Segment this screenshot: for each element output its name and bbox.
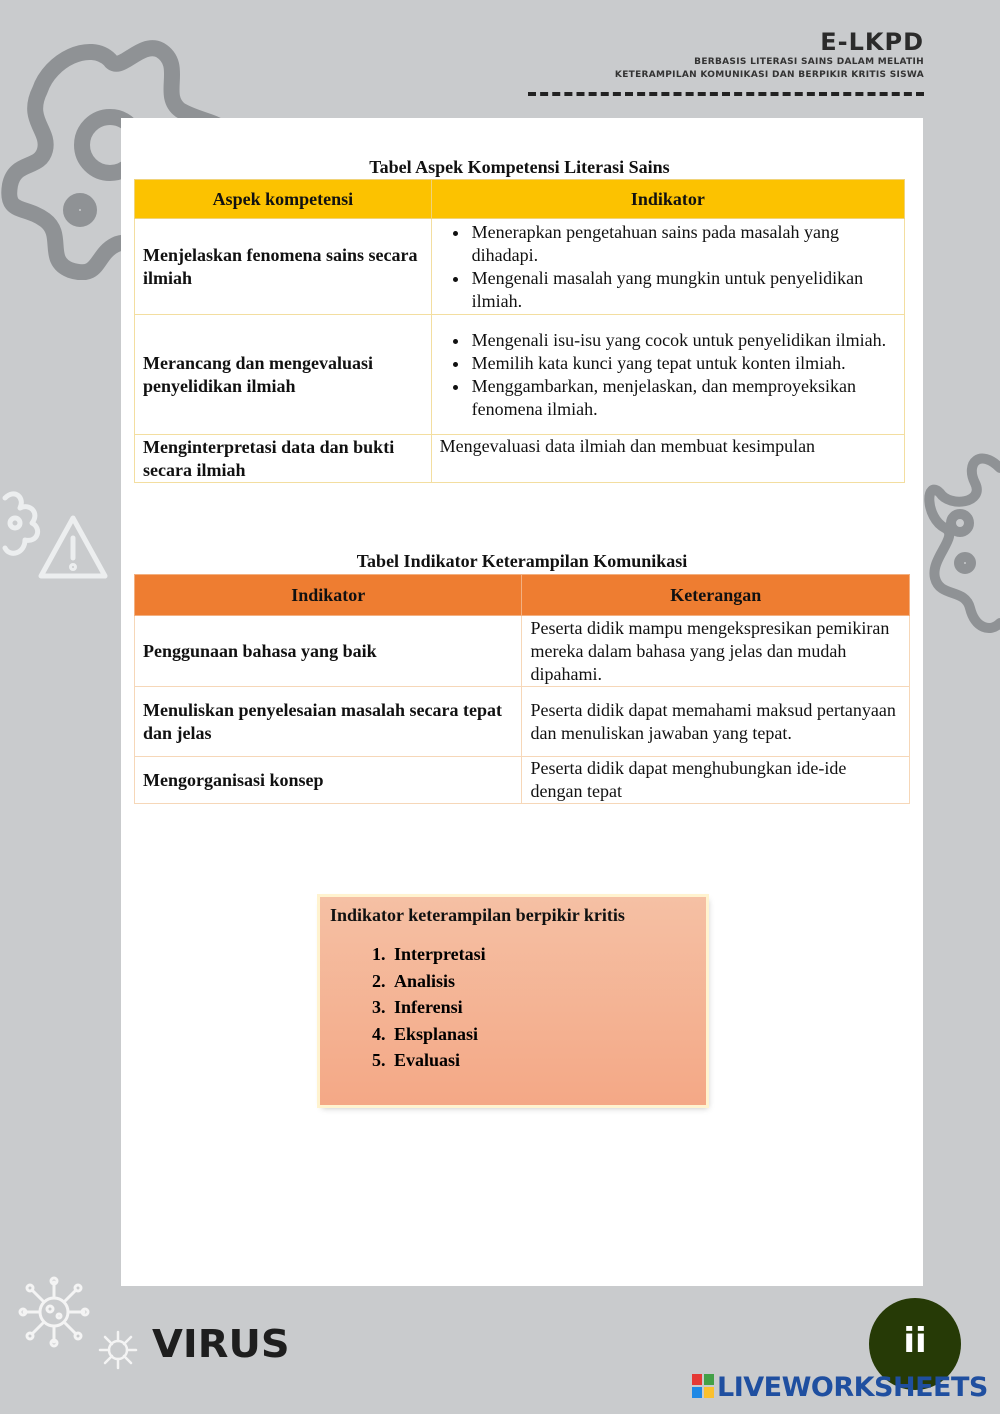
komunikasi-table	[134, 574, 910, 804]
table-row	[135, 757, 910, 804]
table-header-cell: Keterangan	[522, 575, 910, 616]
list-item: 5. Evaluasi	[390, 1047, 486, 1074]
table1-caption: Tabel Aspek Kompetensi Literasi Sains	[369, 157, 670, 177]
brand-title: E-LKPD	[820, 28, 924, 56]
literasi-sains-table	[134, 179, 905, 483]
indicator-cell	[431, 315, 904, 435]
table-header-row	[135, 180, 905, 219]
document-header	[615, 28, 924, 82]
list-item: • Menerapkan pengetahuan sains pada masalah yang dihadapi.	[470, 221, 896, 267]
table-row	[135, 219, 905, 315]
table-header-row	[135, 575, 910, 616]
liveworksheets-watermark[interactable]	[692, 1372, 988, 1403]
header-subtitle-2: KETERAMPILAN KOMUNIKASI DAN BERPIKIR KRITIS SISWA	[614, 70, 924, 80]
table-row	[135, 687, 910, 757]
table-header-cell: Aspek kompetensi	[135, 180, 432, 219]
list-item: 4. Eksplanasi	[390, 1021, 486, 1048]
table-row	[135, 616, 910, 687]
table-header-cell: Indikator	[431, 180, 904, 219]
table2-caption: Tabel Indikator Keterampilan Komunikasi	[356, 551, 688, 571]
table-row	[135, 435, 905, 483]
virus-label: VIRUS	[152, 1322, 290, 1366]
list-item: • Menggambarkan, menjelaskan, dan memproyeksikan fenomena ilmiah.	[470, 375, 896, 421]
indicator-cell: Menuliskan penyelesaian masalah secara tepat dan jelas	[135, 687, 522, 757]
virus-decoration-right-icon	[920, 448, 1000, 638]
list-item: • Mengenali masalah yang mungkin untuk penyelidikan ilmiah.	[470, 267, 896, 313]
watermark-text: LIVEWORKSHEETS	[717, 1372, 988, 1403]
indicator-cell: Mengevaluasi data ilmiah dan membuat kesimpulan	[431, 435, 904, 483]
description-cell: Peserta didik dapat menghubungkan ide-ide dengan tepat	[522, 757, 910, 804]
header-subtitle-1: BERBASIS LITERASI SAINS DALAM MELATIH	[694, 57, 924, 67]
page-number-badge[interactable]: ii	[869, 1298, 961, 1390]
aspect-cell: Merancang dan mengevaluasi penyelidikan ilmiah	[135, 315, 432, 435]
list-item: • Mengenali isu-isu yang cocok untuk penyelidikan ilmiah.	[470, 329, 896, 352]
liveworksheets-logo-icon	[692, 1374, 714, 1398]
table-row	[135, 315, 905, 435]
list-item: 2. Analisis	[390, 968, 486, 995]
virus-small-icon-2	[96, 1328, 140, 1372]
indicator-cell: Penggunaan bahasa yang baik	[135, 616, 522, 687]
critical-thinking-list	[360, 941, 486, 1074]
critical-thinking-box	[320, 897, 706, 1105]
warning-virus-decoration-icon	[0, 488, 110, 583]
list-item: • Memilih kata kunci yang tepat untuk konten ilmiah.	[470, 352, 896, 375]
header-divider	[528, 92, 924, 96]
description-cell: Peserta didik dapat memahami maksud pertanyaan dan menuliskan jawaban yang tepat.	[522, 687, 910, 757]
box-title: Indikator keterampilan berpikir kritis	[330, 905, 625, 925]
list-item: 3. Inferensi	[390, 994, 486, 1021]
list-item: 1. Interpretasi	[390, 941, 486, 968]
indicator-cell: Mengorganisasi konsep	[135, 757, 522, 804]
aspect-cell: Menginterpretasi data dan bukti secara ilmiah	[135, 435, 432, 483]
aspect-cell: Menjelaskan fenomena sains secara ilmiah	[135, 219, 432, 315]
description-cell: Peserta didik mampu mengekspresikan pemikiran mereka dalam bahasa yang jelas dan mudah dipahami.	[522, 616, 910, 687]
table-header-cell: Indikator	[135, 575, 522, 616]
virus-small-icon-1	[18, 1276, 90, 1348]
indicator-cell	[431, 219, 904, 315]
